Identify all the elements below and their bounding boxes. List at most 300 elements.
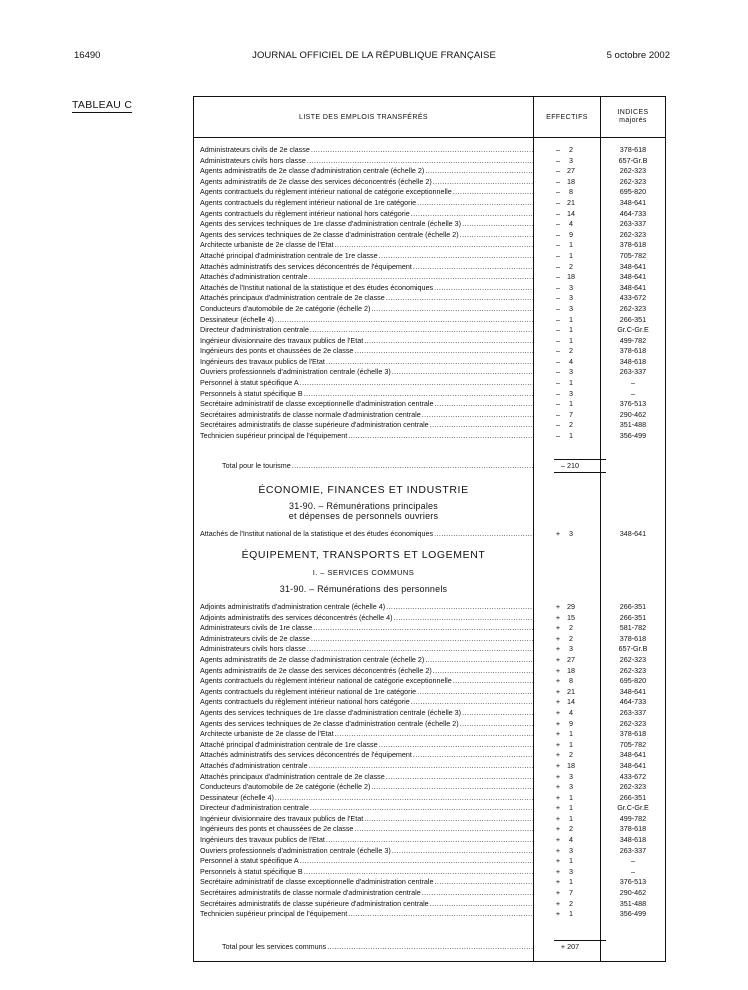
table-row: [200, 602, 659, 613]
row-label: Attachés principaux d'administration centrale de 2e classe: [200, 293, 385, 303]
leader-dots: [304, 389, 533, 400]
row-index: 348-641: [619, 282, 647, 292]
row-index: 262-323: [619, 718, 647, 728]
row-label: Administrateurs civils hors classe: [200, 644, 306, 654]
row-index: 499-782: [619, 335, 647, 345]
row-effectif: 1: [569, 431, 573, 441]
transfer-table: [193, 96, 666, 962]
leader-dots: [453, 187, 533, 198]
leader-dots: [460, 719, 533, 730]
table-row: [200, 251, 659, 262]
row-label: Attaché principal d'administration centrale de 1re classe: [200, 250, 378, 260]
leader-dots: [425, 655, 533, 666]
leader-dots: [275, 793, 533, 804]
row-index: 351-488: [619, 420, 647, 430]
leader-dots: [292, 461, 533, 472]
table-row: [200, 399, 659, 410]
row-index: Gr.C-Gr.E: [617, 325, 649, 335]
total-label: Total pour le tourisme: [222, 461, 291, 470]
row-index: 262-323: [619, 166, 647, 176]
leader-dots: [300, 378, 533, 389]
row-index: Gr.C-Gr.E: [617, 803, 649, 813]
leader-dots: [411, 209, 533, 220]
leader-dots: [300, 856, 533, 867]
row-effectif: 1: [569, 335, 573, 345]
row-index: 348-618: [619, 835, 647, 845]
leader-dots: [462, 708, 533, 719]
row-effectif: 4: [569, 707, 573, 717]
row-label: Attachés de l'Institut national de la statistique et des études économiques: [200, 529, 434, 538]
leader-dots: [422, 888, 533, 899]
leader-dots: [434, 283, 533, 294]
row-label: Ingénieur divisionnaire des travaux publics de l'Etat: [200, 813, 364, 823]
leader-dots: [392, 846, 533, 857]
row-sign: +: [555, 803, 561, 813]
row-index: 263-337: [619, 707, 647, 717]
row-index: 499-782: [619, 813, 647, 823]
row-sign: –: [556, 176, 560, 186]
row-index: 464-733: [619, 208, 647, 218]
table-row: [200, 803, 659, 814]
table-row: [200, 367, 659, 378]
table-row: [200, 814, 659, 825]
table-row: [200, 613, 659, 624]
row-effectif: 1: [569, 792, 573, 802]
leader-dots: [417, 687, 533, 698]
row-sign: +: [555, 909, 561, 919]
row-label: Secrétaire administratif de classe exceptionnelle d'administration centrale: [200, 877, 434, 887]
row-index: 695-820: [619, 676, 647, 686]
row-sign: –: [556, 197, 560, 207]
row-label: Agents des services techniques de 1re classe d'administration centrale (échelle 3): [200, 707, 462, 717]
row-label: Secrétaires administratifs de classe normale d'administration centrale: [200, 888, 421, 898]
table-row: [200, 240, 659, 251]
row-index: 705-782: [619, 250, 647, 260]
table-row: [200, 877, 659, 888]
chapter-title: 31-90. – Rémunérations des personnels: [279, 584, 448, 594]
row-index: 356-499: [619, 909, 647, 919]
chapter-title-continued: et dépenses de personnels ouvriers: [288, 511, 439, 521]
leader-dots: [326, 357, 533, 368]
row-label: Agents administratifs de 2e classe des services déconcentrés (échelle 2): [200, 665, 432, 675]
row-index: 263-337: [619, 367, 647, 377]
leader-dots: [411, 697, 533, 708]
table-row: [200, 750, 659, 761]
row-sign: +: [555, 718, 561, 728]
row-index: 290-462: [619, 409, 647, 419]
chapter-title: 31-90. – Rémunérations principales: [289, 501, 438, 511]
table-row: [200, 719, 659, 730]
total-label: Total pour les services communs: [222, 942, 327, 951]
row-effectif: 4: [569, 356, 573, 366]
leader-dots: [313, 623, 533, 634]
row-index: 356-499: [619, 431, 647, 441]
row-label: Adjoints administratifs des services déconcentrés (échelle 4): [200, 612, 393, 622]
row-index: 348-618: [619, 356, 647, 366]
row-sign: –: [556, 356, 560, 366]
row-sign: +: [555, 707, 561, 717]
row-sign: –: [556, 250, 560, 260]
row-effectif: 1: [569, 240, 573, 250]
row-index: 378-618: [619, 633, 647, 643]
row-label: Agents contractuels du règlement intérieur national hors catégorie: [200, 208, 410, 218]
row-sign: +: [555, 782, 561, 792]
row-sign: +: [555, 654, 561, 664]
table-row: [200, 357, 659, 368]
row-effectif: 3: [569, 367, 573, 377]
row-effectif: 2: [569, 261, 573, 271]
row-index: 290-462: [619, 888, 647, 898]
row-effectif: 2: [569, 824, 573, 834]
row-effectif: 3: [569, 388, 573, 398]
row-label: Secrétaires administratifs de classe supérieure d'administration centrale: [200, 420, 429, 430]
row-effectif: 2: [569, 420, 573, 430]
total-rule: [554, 459, 606, 460]
row-label: Attachés principaux d'administration centrale de 2e classe: [200, 771, 385, 781]
row-effectif: 18: [567, 760, 575, 770]
row-sign: –: [556, 187, 560, 197]
row-effectif: 21: [567, 197, 575, 207]
row-effectif: 27: [567, 166, 575, 176]
table-row: [200, 156, 659, 167]
leader-dots: [386, 293, 533, 304]
leader-dots: [379, 740, 533, 751]
row-label: Secrétaires administratifs de classe supérieure d'administration centrale: [200, 898, 429, 908]
row-index: 262-323: [619, 229, 647, 239]
row-index: 266-351: [619, 314, 647, 324]
row-effectif: 9: [569, 718, 573, 728]
row-index: 348-641: [619, 760, 647, 770]
row-label: Architecte urbaniste de 2e classe de l'Etat: [200, 240, 334, 250]
row-effectif: 29: [567, 602, 575, 611]
row-index: 262-323: [619, 303, 647, 313]
row-index: 262-323: [619, 782, 647, 792]
ministry-title: ÉCONOMIE, FINANCES ET INDUSTRIE: [258, 484, 469, 496]
total-value: – 210: [561, 461, 579, 470]
row-index: 378-618: [619, 145, 647, 154]
row-sign: –: [556, 409, 560, 419]
row-label: Dessinateur (échelle 4): [200, 314, 274, 324]
row-effectif: 1: [569, 325, 573, 335]
row-label: Directeur d'administration centrale: [200, 803, 309, 813]
row-label: Agents contractuels du règlement intérieur national de catégorie exceptionnelle: [200, 676, 452, 686]
table-row: [200, 145, 659, 156]
total-row: [200, 942, 659, 953]
row-sign: –: [556, 272, 560, 282]
table-row: [200, 772, 659, 783]
row-index: 433-672: [619, 771, 647, 781]
row-index: 433-672: [619, 293, 647, 303]
row-label: Personnels à statut spécifique B: [200, 388, 303, 398]
row-index: 266-351: [619, 612, 647, 622]
leader-dots: [309, 761, 533, 772]
table-row: [200, 219, 659, 230]
indices-label: INDICES: [617, 109, 649, 116]
table-row: [200, 209, 659, 220]
total-rule: [554, 472, 606, 473]
row-sign: –: [556, 378, 560, 388]
table-row: [200, 793, 659, 804]
table-row: [200, 729, 659, 740]
column-header-effectifs: EFFECTIFS: [546, 113, 588, 121]
row-effectif: 3: [569, 293, 573, 303]
table-row: [200, 336, 659, 347]
header-divider: [194, 137, 665, 138]
row-sign: –: [556, 261, 560, 271]
row-index: 262-323: [619, 176, 647, 186]
row-effectif: 1: [569, 314, 573, 324]
row-effectif: 14: [567, 208, 575, 218]
publication-date: 5 octobre 2002: [606, 50, 670, 61]
row-index: 378-618: [619, 240, 647, 250]
row-label: Attachés administratifs des services déconcentrés de l'équipement: [200, 750, 412, 760]
row-index: –: [631, 378, 635, 388]
row-label: Ingénieurs des ponts et chaussées de 2e classe: [200, 824, 354, 834]
leader-dots: [309, 272, 533, 283]
table-row: [200, 198, 659, 209]
row-label: Adjoints administratifs d'administration centrale (échelle 4): [200, 602, 386, 611]
row-label: Dessinateur (échelle 4): [200, 792, 274, 802]
row-index: 581-782: [619, 623, 647, 633]
table-row: [200, 867, 659, 878]
row-effectif: 3: [569, 529, 573, 538]
row-index: 695-820: [619, 187, 647, 197]
row-effectif: 18: [567, 176, 575, 186]
row-sign: +: [555, 888, 561, 898]
row-sign: +: [555, 612, 561, 622]
row-index: 378-618: [619, 729, 647, 739]
total-row: [200, 461, 659, 472]
leader-dots: [422, 410, 533, 421]
table-row: [200, 634, 659, 645]
row-sign: +: [555, 760, 561, 770]
row-sign: +: [555, 623, 561, 633]
table-row: [200, 888, 659, 899]
leader-dots: [433, 666, 533, 677]
row-sign: +: [555, 866, 561, 876]
row-effectif: 18: [567, 665, 575, 675]
row-effectif: 7: [569, 888, 573, 898]
row-sign: +: [555, 771, 561, 781]
leader-dots: [310, 325, 533, 336]
table-row: [200, 346, 659, 357]
table-row: [200, 623, 659, 634]
row-label: Personnel à statut spécifique A: [200, 856, 299, 866]
table-label: TABLEAU C: [72, 99, 133, 111]
row-effectif: 3: [569, 866, 573, 876]
row-effectif: 1: [569, 378, 573, 388]
row-label: Conducteurs d'automobile de 2e catégorie (échelle 2): [200, 782, 371, 792]
leader-dots: [394, 613, 533, 624]
row-label: Technicien supérieur principal de l'équipement: [200, 431, 348, 441]
row-index: 376-513: [619, 399, 647, 409]
row-label: Agents administratifs de 2e classe d'administration centrale (échelle 2): [200, 166, 425, 176]
row-sign: –: [556, 229, 560, 239]
table-row: [200, 230, 659, 241]
row-sign: +: [555, 529, 561, 538]
table-row: [200, 283, 659, 294]
page-number: 16490: [74, 50, 101, 61]
column-header-indices: [601, 97, 665, 137]
row-index: 266-351: [619, 792, 647, 802]
leader-dots: [453, 676, 533, 687]
table-row: [200, 272, 659, 283]
leader-dots: [348, 431, 533, 442]
row-index: 262-323: [619, 654, 647, 664]
subsection-title: I. – SERVICES COMMUNS: [312, 568, 415, 577]
table-row: [200, 325, 659, 336]
leader-dots: [275, 315, 533, 326]
row-label: Administrateurs civils hors classe: [200, 155, 306, 165]
row-label: Attachés administratifs des services déconcentrés de l'équipement: [200, 261, 412, 271]
row-effectif: 1: [569, 877, 573, 887]
row-effectif: 4: [569, 835, 573, 845]
row-effectif: 2: [569, 633, 573, 643]
table-row: [200, 697, 659, 708]
row-sign: –: [556, 335, 560, 345]
table-row: [200, 846, 659, 857]
row-label: Agents administratifs de 2e classe des services déconcentrés (échelle 2): [200, 176, 432, 186]
table-row: [200, 655, 659, 666]
row-sign: +: [555, 686, 561, 696]
row-label: Agents des services techniques de 1re classe d'administration centrale (échelle 3): [200, 219, 462, 229]
row-label: Ingénieurs des travaux publics de l'Etat: [200, 835, 325, 845]
row-sign: –: [556, 388, 560, 398]
row-sign: +: [555, 739, 561, 749]
row-label: Technicien supérieur principal de l'équipement: [200, 909, 348, 919]
leader-dots: [354, 346, 533, 357]
leader-dots: [392, 367, 533, 378]
total-rule: [554, 940, 606, 941]
row-label: Agents des services techniques de 2e classe d'administration centrale (échelle 2): [200, 229, 459, 239]
row-sign: –: [556, 303, 560, 313]
row-label: Secrétaires administratifs de classe normale d'administration centrale: [200, 409, 421, 419]
row-sign: –: [556, 399, 560, 409]
row-label: Ouvriers professionnels d'administration centrale (échelle 3): [200, 845, 391, 855]
leader-dots: [430, 899, 533, 910]
row-sign: +: [555, 824, 561, 834]
table-row: [200, 909, 659, 920]
row-effectif: 2: [569, 346, 573, 356]
row-label: Agents administratifs de 2e classe d'administration centrale (échelle 2): [200, 654, 425, 664]
row-effectif: 3: [569, 845, 573, 855]
row-sign: +: [555, 602, 561, 611]
leader-dots: [433, 177, 533, 188]
row-effectif: 1: [569, 729, 573, 739]
row-label: Secrétaire administratif de classe exceptionnelle d'administration centrale: [200, 399, 434, 409]
leader-dots: [434, 529, 533, 540]
table-row: [200, 529, 659, 540]
table-row: [200, 676, 659, 687]
row-sign: +: [555, 665, 561, 675]
row-index: 378-618: [619, 346, 647, 356]
row-sign: –: [556, 240, 560, 250]
leader-dots: [304, 867, 533, 878]
leader-dots: [327, 942, 533, 953]
row-effectif: 14: [567, 697, 575, 707]
row-label: Administrateurs civils de 2e classe: [200, 633, 310, 643]
leader-dots: [379, 251, 533, 262]
table-row: [200, 187, 659, 198]
row-label: Agents contractuels du règlement intérieur national de 1re catégorie: [200, 197, 417, 207]
indices-sublabel: majorés: [619, 117, 647, 124]
table-row: [200, 389, 659, 400]
ministry-title: ÉQUIPEMENT, TRANSPORTS ET LOGEMENT: [241, 549, 486, 561]
row-label: Ouvriers professionnels d'administration centrale (échelle 3): [200, 367, 391, 377]
row-sign: +: [555, 697, 561, 707]
row-sign: +: [555, 729, 561, 739]
row-effectif: 2: [569, 623, 573, 633]
row-index: 263-337: [619, 845, 647, 855]
leader-dots: [354, 824, 533, 835]
row-effectif: 15: [567, 612, 575, 622]
row-index: –: [631, 866, 635, 876]
row-sign: –: [556, 208, 560, 218]
row-effectif: 3: [569, 782, 573, 792]
row-label: Personnel à statut spécifique A: [200, 378, 299, 388]
table-row: [200, 687, 659, 698]
row-index: 657-Gr.B: [618, 155, 648, 165]
row-label: Conducteurs d'automobile de 2e catégorie (échelle 2): [200, 303, 371, 313]
section-tourism-rows: [200, 145, 659, 442]
row-label: Ingénieurs des ponts et chaussées de 2e classe: [200, 346, 354, 356]
row-label: Ingénieur divisionnaire des travaux publics de l'Etat: [200, 335, 364, 345]
row-sign: +: [555, 813, 561, 823]
table-row: [200, 782, 659, 793]
row-effectif: 8: [569, 187, 573, 197]
leader-dots: [335, 729, 533, 740]
row-sign: –: [556, 314, 560, 324]
table-row: [200, 431, 659, 442]
leader-dots: [311, 634, 533, 645]
table-row: [200, 666, 659, 677]
row-index: 351-488: [619, 898, 647, 908]
row-index: –: [631, 856, 635, 866]
row-effectif: 2: [569, 750, 573, 760]
row-index: 262-323: [619, 665, 647, 675]
leader-dots: [460, 230, 533, 241]
row-index: 464-733: [619, 697, 647, 707]
row-effectif: 2: [569, 145, 573, 154]
row-index: 348-641: [619, 272, 647, 282]
row-sign: –: [556, 145, 560, 154]
table-row: [200, 899, 659, 910]
leader-dots: [386, 602, 533, 613]
row-sign: +: [555, 845, 561, 855]
row-label: Attaché principal d'administration centrale de 1re classe: [200, 739, 378, 749]
leader-dots: [310, 803, 533, 814]
row-sign: –: [556, 166, 560, 176]
row-label: Personnels à statut spécifique B: [200, 866, 303, 876]
row-sign: +: [555, 835, 561, 845]
row-sign: +: [555, 750, 561, 760]
leader-dots: [430, 420, 533, 431]
row-label: Directeur d'administration centrale: [200, 325, 309, 335]
row-effectif: 2: [569, 898, 573, 908]
row-index: 348-641: [619, 686, 647, 696]
row-effectif: 1: [569, 739, 573, 749]
row-label: Agents contractuels du règlement intérieur national de catégorie exceptionnelle: [200, 187, 452, 197]
row-index: 348-641: [619, 529, 647, 538]
table-row: [200, 824, 659, 835]
leader-dots: [307, 644, 533, 655]
leader-dots: [364, 814, 533, 825]
row-index: –: [631, 388, 635, 398]
row-effectif: 1: [569, 856, 573, 866]
row-sign: +: [555, 877, 561, 887]
row-effectif: 3: [569, 282, 573, 292]
table-row: [200, 262, 659, 273]
